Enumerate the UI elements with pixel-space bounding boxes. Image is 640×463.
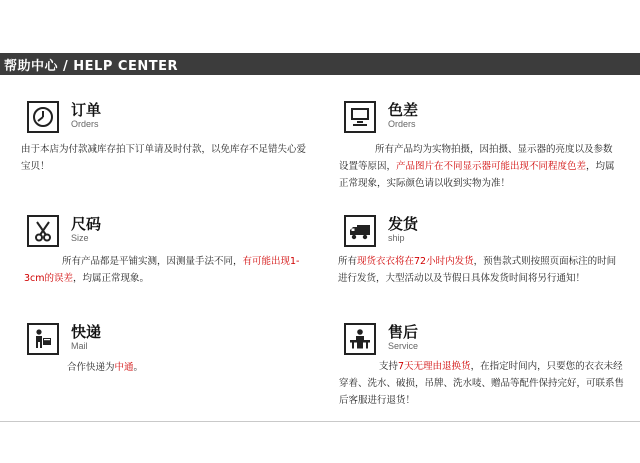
service-subtitle: Service [388, 341, 419, 351]
size-text [24, 253, 310, 287]
service-title: 售后 [388, 323, 419, 341]
ship-text [338, 253, 624, 287]
ship-section [338, 215, 624, 295]
color-text [339, 141, 621, 192]
ship-text-c: ，预售款式则按照页面标注的时间进行发货，大型活动以及节假日具体发货时间将另行通知！ [338, 256, 617, 284]
service-desk-icon [344, 323, 376, 355]
service-text [339, 358, 625, 409]
size-text-c: ，均属正常现象。 [73, 273, 150, 284]
color-title: 色差 [388, 101, 419, 119]
mail-text-c: 。 [133, 362, 144, 373]
size-subtitle: Size [71, 233, 89, 243]
color-text-c: ，均属正常现象，实际颜色请以收到实物为准！ [339, 161, 615, 189]
size-text-a: 所有产品都是平铺实测，因测量手法不同， [62, 256, 243, 267]
service-text-highlight: 7天无理由退换货 [398, 361, 471, 372]
color-text-highlight: 产品图片在不同显示器可能出现不同程度色差 [396, 161, 587, 172]
order-title: 订单 [71, 101, 102, 119]
order-text-body: 由于本店为付款减库存拍下订单请及时付款，以免库存不足错失心爱宝贝！ [21, 144, 307, 172]
computer-monitor-icon [344, 101, 376, 133]
color-text-a: 所有产品均为实物拍摄，因拍摄、显示器的亮度以及参数设置等原因， [339, 144, 613, 172]
service-text-c: ，在指定时间内，只要您的衣衣未经穿着、洗水、破损，吊牌、洗水唛、赠品等配件保持完好，可联系售后客服进行退货！ [339, 361, 625, 406]
order-subtitle: Orders [71, 119, 99, 129]
order-section [21, 101, 317, 181]
mail-subtitle: Mail [71, 341, 88, 351]
color-section [339, 101, 624, 191]
mail-text [67, 359, 307, 376]
bottom-divider [0, 421, 640, 422]
color-subtitle: Orders [388, 119, 416, 129]
mail-title: 快递 [71, 323, 102, 341]
mail-text-a: 合作快递为 [67, 362, 115, 373]
ship-text-highlight: 现货衣衣将在72小时内发货 [357, 256, 474, 267]
mail-text-highlight: 中通 [114, 362, 134, 373]
order-text [21, 141, 309, 175]
clock-icon [27, 101, 59, 133]
size-section [24, 215, 317, 295]
service-section [339, 323, 625, 406]
ship-subtitle: ship [388, 233, 405, 243]
size-title: 尺码 [71, 215, 102, 233]
page-title: 帮助中心 / HELP CENTER [4, 58, 178, 74]
size-text-highlight: 有可能出现1-3cm的误差 [24, 256, 300, 284]
scissors-icon [27, 215, 59, 247]
courier-icon [27, 323, 59, 355]
service-text-a: 支持 [379, 361, 399, 372]
mail-section [27, 323, 317, 393]
ship-text-a: 所有 [338, 256, 358, 267]
truck-icon [344, 215, 376, 247]
ship-title: 发货 [388, 215, 419, 233]
help-center-header [0, 53, 640, 75]
